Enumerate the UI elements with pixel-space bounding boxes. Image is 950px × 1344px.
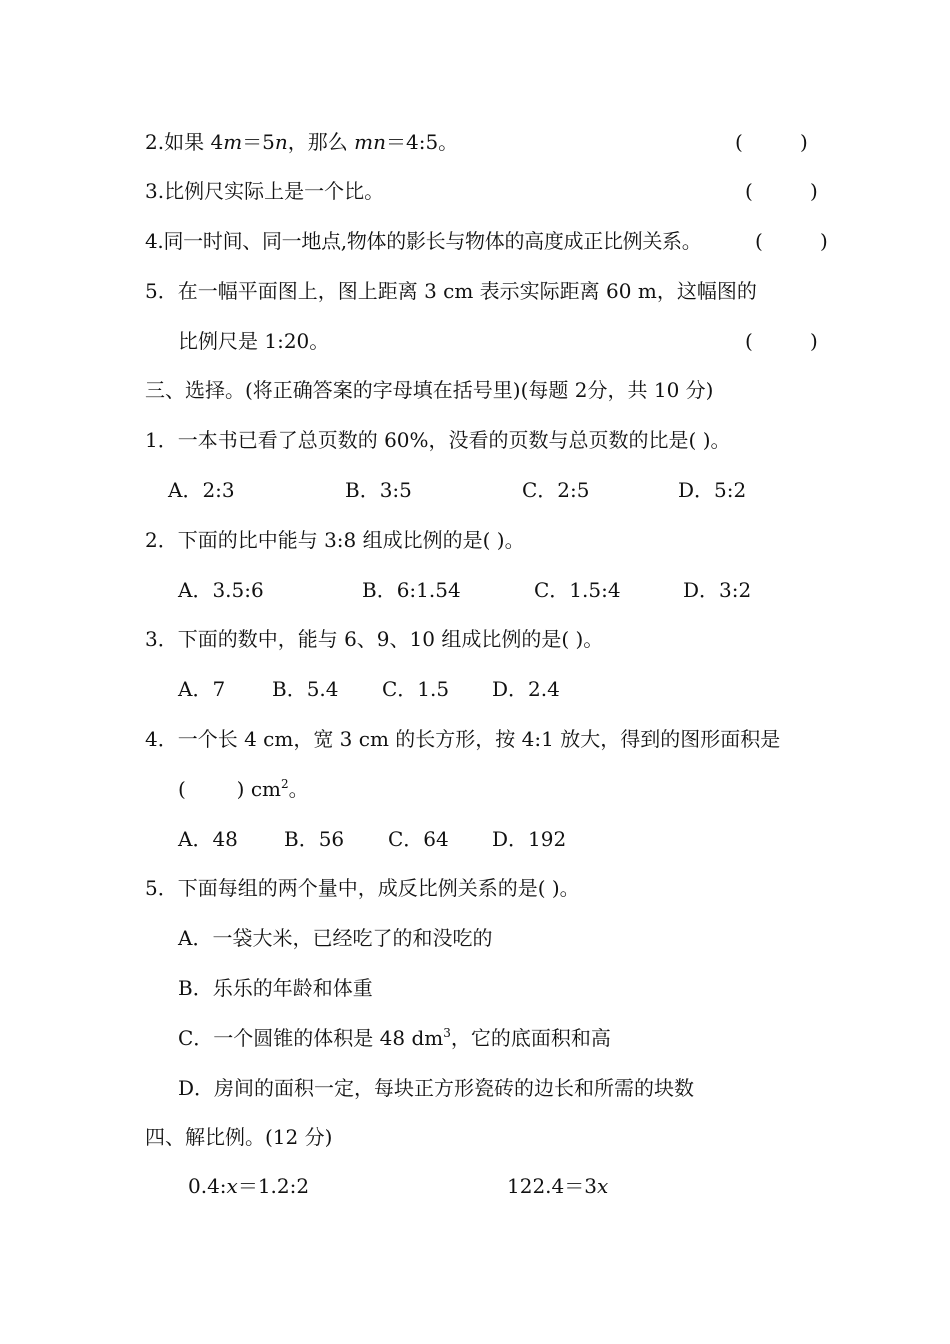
- section-3-title: 三、选择。(将正确答案的字母填在括号里)(每题 2分，共 10 分): [145, 378, 714, 402]
- tf-question-5-line1: 5．在一幅平面图上，图上距离 3 cm 表示实际距离 60 m，这幅图的: [145, 279, 757, 303]
- tf-q2-text-pre: 如果 4: [164, 130, 224, 154]
- mc-q1-option-a[interactable]: A．2:3: [168, 478, 235, 502]
- tf-q5-answer-blank[interactable]: ( ): [745, 329, 818, 353]
- mc-q4-blank[interactable]: ( ) cm: [178, 777, 281, 801]
- var-x: x: [596, 1174, 609, 1198]
- tf-q2-text-mid2: ，那么: [287, 130, 355, 154]
- mc-q5-option-b[interactable]: B．乐乐的年龄和体重: [178, 976, 373, 1000]
- mc-question-5: 5．下面每组的两个量中，成反比例关系的是( )。: [145, 876, 580, 900]
- tf-q2-answer-blank[interactable]: ( ): [735, 130, 808, 154]
- mc-q2-option-a[interactable]: A．3.5:6: [178, 578, 264, 602]
- mc-q4-option-b[interactable]: B．56: [284, 827, 345, 851]
- mc-q4-option-a[interactable]: A．48: [178, 827, 238, 851]
- mc-q1-option-c[interactable]: C．2:5: [522, 478, 590, 502]
- mc-q4-option-c[interactable]: C．64: [388, 827, 449, 851]
- mc-q5-option-c[interactable]: [178, 1026, 611, 1050]
- mc-q3-option-c[interactable]: C．1.5: [382, 677, 450, 701]
- tf-q3-answer-blank[interactable]: ( ): [745, 179, 818, 203]
- tf-q2-number: 2.: [145, 130, 165, 154]
- mc-question-4-line1: 4．一个长 4 cm，宽 3 cm 的长方形，按 4:1 放大，得到的图形面积是: [145, 727, 781, 751]
- mc-q4-option-d[interactable]: D．192: [492, 827, 567, 851]
- mc-question-1: 1．一本书已看了总页数的 60%，没看的页数与总页数的比是( )。: [145, 428, 731, 452]
- mc-q2-option-d[interactable]: D．3:2: [683, 578, 752, 602]
- section-4-title: 四、解比例。(12 分): [145, 1125, 333, 1149]
- tf-q2-text-mid1: ＝5: [242, 130, 275, 154]
- mc-q2-option-c[interactable]: C．1.5:4: [534, 578, 621, 602]
- proportion-equation-2: [507, 1174, 608, 1198]
- mc-question-3: 3．下面的数中，能与 6、9、10 组成比例的是( )。: [145, 627, 604, 651]
- tf-q4-answer-blank[interactable]: ( ): [755, 229, 828, 253]
- mc-q3-option-d[interactable]: D．2.4: [492, 677, 560, 701]
- var-n: n: [274, 130, 288, 154]
- superscript-3: 3: [443, 1026, 451, 1040]
- mc-q5-option-c-pre: C．一个圆锥的体积是 48 dm: [178, 1026, 444, 1050]
- proportion-equation-1: [188, 1174, 309, 1198]
- tf-question-4: 4.同一时间、同一地点,物体的影长与物体的高度成正比例关系。: [145, 229, 702, 253]
- tf-q2-text-post: ＝4:5。: [386, 130, 459, 154]
- mc-q5-option-d[interactable]: D．房间的面积一定，每块正方形瓷砖的边长和所需的块数: [178, 1076, 695, 1100]
- mc-q5-option-a[interactable]: A．一袋大米，已经吃了的和没吃的: [178, 926, 493, 950]
- tf-question-3: 3.比例尺实际上是一个比。: [145, 179, 385, 203]
- eq1-pre: 0.4:: [188, 1174, 227, 1198]
- mc-q5-option-c-post: ，它的底面积和高: [450, 1026, 611, 1050]
- mc-question-4-line2: [178, 777, 309, 801]
- mc-q3-option-b[interactable]: B．5.4: [272, 677, 339, 701]
- eq2-pre: 122.4＝3: [507, 1174, 597, 1198]
- tf-question-5-line2: 比例尺是 1:20。: [178, 329, 330, 353]
- mc-q1-option-d[interactable]: D．5:2: [678, 478, 747, 502]
- var-x: x: [226, 1174, 238, 1198]
- eq1-post: ＝1.2:2: [237, 1174, 310, 1198]
- mc-question-2: 2．下面的比中能与 3:8 组成比例的是( )。: [145, 528, 525, 552]
- mc-q4-period: 。: [288, 777, 309, 801]
- var-mn: mn: [354, 130, 386, 154]
- tf-question-2: [145, 130, 458, 154]
- mc-q1-option-b[interactable]: B．3:5: [345, 478, 412, 502]
- mc-q2-option-b[interactable]: B．6:1.54: [362, 578, 461, 602]
- var-m: m: [223, 130, 243, 154]
- mc-q3-option-a[interactable]: A．7: [178, 677, 226, 701]
- superscript-2: 2: [281, 777, 289, 791]
